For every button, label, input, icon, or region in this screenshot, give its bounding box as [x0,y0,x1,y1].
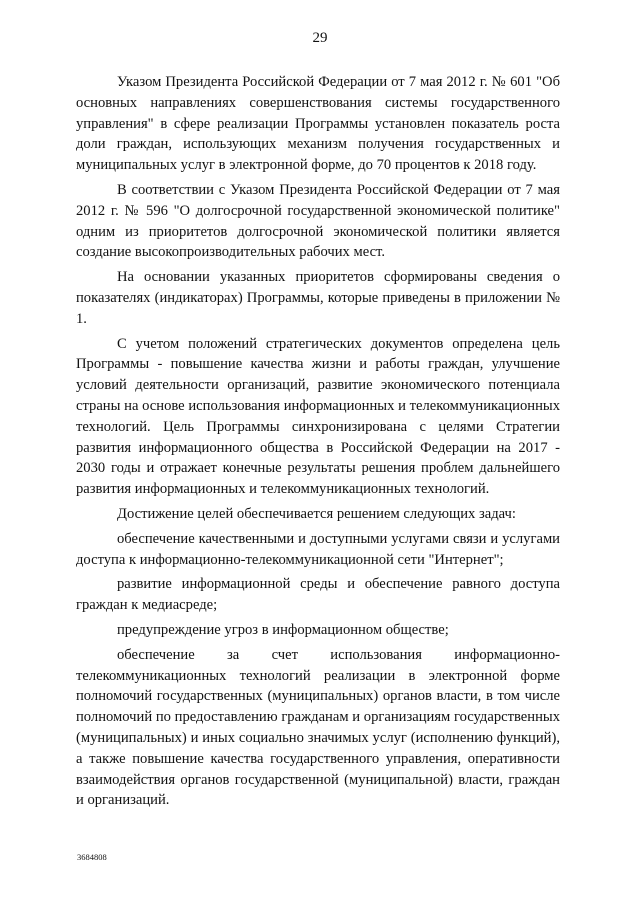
paragraph-indicators: На основании указанных приоритетов сформированы сведения о показателях (индикаторах) Программы, которые приведены в приложении № 1. [76,269,560,327]
document-body [76,72,560,815]
paragraph-decree-596: В соответствии с Указом Президента Российской Федерации от 7 мая 2012 г. № 596 "О долгосрочной государственной экономической политике" одним из приоритетов долгосрочной экономической политики является создание высокопроизводительных рабочих мест. [76,181,560,261]
page-number: 29 [312,30,328,46]
paragraph-decree-601: Указом Президента Российской Федерации от 7 мая 2012 г. № 601 "Об основных направлениях совершенствования системы государственного управления" в сфере реализации Программы установлен показатель роста доли граждан, использующих механизм получения государственных и муниципальных услуг в электронной форме, до 70 процентов к 2018 году. [76,74,560,174]
task-item-threat-prevention: предупреждение угроз в информационном обществе; [117,621,449,638]
task-item-communication-services: обеспечение качественными и доступными услугами связи и услугами доступа к информационно-телекоммуникационной сети "Интернет"; [76,530,560,568]
task-item-information-environment: развитие информационной среды и обеспечение равного доступа граждан к медиасреде; [76,576,560,614]
task-item-electronic-government: обеспечение за счет использования информационно-телекоммуникационных технологий реализации в электронной форме полномочий государственных (муниципальных) органов власти, в том числе полномочий по предоставлению гражданам и организациям государственных (муниципальных) и иных социально значимых услуг (исполнению функций), а также повышение качества государственного управления, оперативности взаимодействия органов государственной (муниципальной) власти, граждан и организаций. [76,646,560,809]
paragraph-tasks-intro: Достижение целей обеспечивается решением следующих задач: [117,505,516,522]
paragraph-program-goal: С учетом положений стратегических документов определена цель Программы - повышение качества жизни и работы граждан, улучшение условий деятельности организаций, развитие экономического потенциала страны на основе использования информационных и телекоммуникационных технологий. Цель Программы синхронизирована с целями Стратегии развития информационного общества в Российской Федерации на 2017 - 2030 годы и отражает конечные результаты решения проблем дальнейшего развития информационных и телекоммуникационных технологий. [76,335,560,498]
document-code: 3684808 [77,852,107,862]
